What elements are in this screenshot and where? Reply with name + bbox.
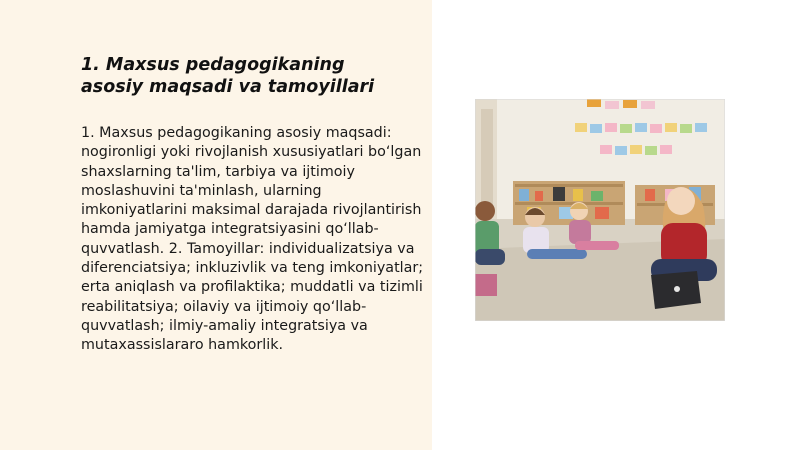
classroom-photo-icon <box>475 99 725 321</box>
laptop-icon <box>651 271 701 309</box>
classroom-photo <box>475 99 725 321</box>
slide-body-text: 1. Maxsus pedagogikaning asosiy maqsadi: nogironligi yoki rivojlanish xususiyatlari bo‘lgan shaxslarning ta'lim, tarbiya va ijtimoiy moslashuvini ta'minlash, ularning imkoniyatlarini maksimal darajada rivojlantirish hamda jamiyatga integratsiyasini qo‘llab-quvvatlash. 2. Tamoyillar: individualizatsiya va diferenciatsiya; inkluzivlik va teng imkoniyatlar; erta aniqlash va profilaktika; muddatli va tizimli reabilitatsiya; oilaviy va ijtimoiy qo‘llab-quvvatlash; ilmiy-amaliy integratsiya va mutaxassislararo hamkorlik. <box>81 125 424 354</box>
slide-title: 1. Maxsus pedagogikaning asosiy maqsadi va tamoyillari <box>81 55 375 97</box>
